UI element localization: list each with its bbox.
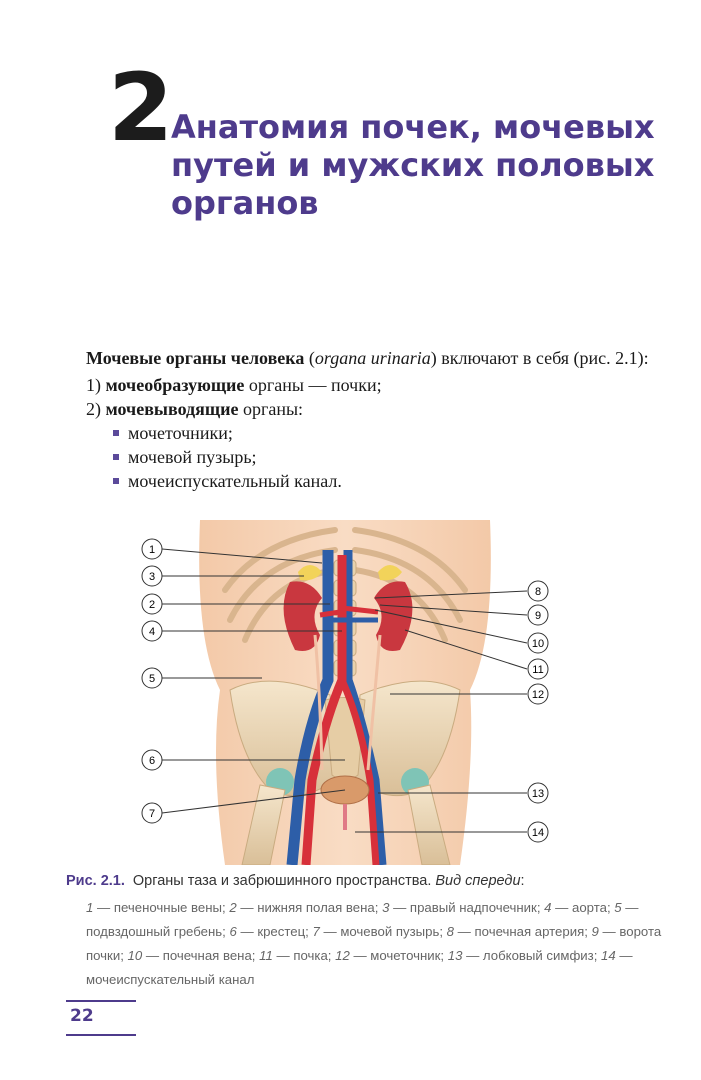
chapter-number: 2 xyxy=(108,54,174,163)
legend-text: крестец xyxy=(257,924,306,939)
callout-number: 6 xyxy=(148,755,156,767)
callout-13 xyxy=(528,783,548,803)
figure-legend xyxy=(86,896,676,992)
legend-entry: 14 — мочеиспускательный канал xyxy=(86,948,633,987)
legend-text: лобковый симфиз xyxy=(482,948,594,963)
intro-open: ( xyxy=(304,348,315,368)
caption-text: Органы таза и забрюшинного пространства. xyxy=(132,873,436,889)
legend-entry: 5 — подвздошный гребень; xyxy=(86,900,639,939)
callout-number: 3 xyxy=(148,571,156,583)
legend-number: 10 xyxy=(127,948,143,963)
list-bold: мочевыводящие xyxy=(105,399,239,419)
intro-term: Мочевые органы человека xyxy=(86,348,305,368)
list-number: 2) xyxy=(86,399,101,419)
callout-11 xyxy=(528,659,548,679)
legend-number: 12 xyxy=(335,948,350,963)
legend-number: 9 xyxy=(591,924,599,939)
callout-6 xyxy=(142,750,162,770)
callout-number: 7 xyxy=(148,808,156,820)
callout-number: 1 xyxy=(148,544,156,556)
list-rest: органы: xyxy=(238,399,304,419)
list-rest: органы — почки; xyxy=(244,375,382,395)
legend-entry: 11 — почка; xyxy=(259,948,336,963)
intro-rest: ) включают в себя (рис. 2.1): xyxy=(430,348,649,368)
callout-1 xyxy=(142,539,162,559)
legend-number: 5 xyxy=(614,900,622,915)
legend-entry: 6 — крестец; xyxy=(229,924,313,939)
legend-entry: 13 — лобковый симфиз; xyxy=(447,948,602,963)
legend-text: аорта xyxy=(572,900,607,915)
legend-entry: 1 — печеночные вены; xyxy=(86,900,230,915)
callout-number: 2 xyxy=(148,599,156,611)
list-bold: мочеобразующие xyxy=(105,375,245,395)
legend-number: 13 xyxy=(447,948,463,963)
legend-text: почечная вена xyxy=(162,948,252,963)
callout-number: 9 xyxy=(534,610,542,622)
legend-entry: 2 — нижняя полая вена; xyxy=(229,900,383,915)
callout-number: 10 xyxy=(531,638,545,650)
legend-text: мочеиспускательный канал xyxy=(86,972,255,987)
legend-entry: 9 — ворота почки; xyxy=(86,924,662,963)
callout-number: 12 xyxy=(531,689,545,701)
callout-number: 13 xyxy=(531,788,545,800)
chapter-title-line: путей и мужских половых xyxy=(171,146,655,184)
callout-number: 14 xyxy=(531,827,545,839)
legend-text: нижняя полая вена xyxy=(257,900,375,915)
legend-entry: 7 — мочевой пузырь; xyxy=(312,924,447,939)
legend-text: мочевой пузырь xyxy=(340,924,440,939)
callout-2 xyxy=(142,594,162,614)
legend-number: 4 xyxy=(544,900,552,915)
legend-number: 3 xyxy=(382,900,390,915)
bullet-text: мочеиспускательный канал. xyxy=(128,471,342,491)
callout-5 xyxy=(142,668,162,688)
callout-number: 5 xyxy=(148,673,156,685)
bullet-text: мочеточники; xyxy=(128,423,233,443)
legend-entry: 3 — правый надпочечник; xyxy=(382,900,545,915)
chapter-title-line: Анатомия почек, мочевых xyxy=(171,108,655,146)
legend-number: 11 xyxy=(259,948,273,963)
callout-4 xyxy=(142,621,162,641)
intro-latin: organa urinaria xyxy=(314,348,431,368)
list-number: 1) xyxy=(86,375,101,395)
legend-number: 2 xyxy=(229,900,237,915)
callout-3 xyxy=(142,566,162,586)
legend-entry: 10 — почечная вена; xyxy=(127,948,260,963)
callout-9 xyxy=(528,605,548,625)
callout-14 xyxy=(528,822,548,842)
legend-text: почка xyxy=(293,948,328,963)
callout-12 xyxy=(528,684,548,704)
legend-text: мочеточник xyxy=(370,948,441,963)
callout-number: 8 xyxy=(534,586,542,598)
legend-entry: 8 — почечная артерия; xyxy=(446,924,592,939)
legend-text: печеночные вены xyxy=(113,900,223,915)
callout-number: 11 xyxy=(532,664,544,676)
legend-number: 8 xyxy=(446,924,454,939)
legend-number: 6 xyxy=(229,924,237,939)
caption-colon: : xyxy=(520,873,525,889)
callout-10 xyxy=(528,633,548,653)
legend-entry: 12 — мочеточник; xyxy=(335,948,448,963)
caption-italic: Вид спереди xyxy=(435,873,521,889)
chapter-title-line: органов xyxy=(171,184,319,222)
legend-text: почечная артерия xyxy=(474,924,585,939)
legend-number: 14 xyxy=(601,948,616,963)
legend-number: 1 xyxy=(86,900,94,915)
callout-8 xyxy=(528,581,548,601)
legend-entry: 4 — аорта; xyxy=(544,900,615,915)
bullet-text: мочевой пузырь; xyxy=(128,447,257,467)
callout-7 xyxy=(142,803,162,823)
figure-caption xyxy=(66,873,666,889)
callout-number: 4 xyxy=(148,626,156,638)
page-number: 22 xyxy=(70,1006,94,1026)
legend-number: 7 xyxy=(312,924,320,939)
legend-text: подвздошный гребень xyxy=(86,924,223,939)
legend-text: правый надпочечник xyxy=(409,900,537,915)
legend-text: ворота почки xyxy=(86,924,662,963)
caption-label: Рис. 2.1. xyxy=(66,873,125,889)
